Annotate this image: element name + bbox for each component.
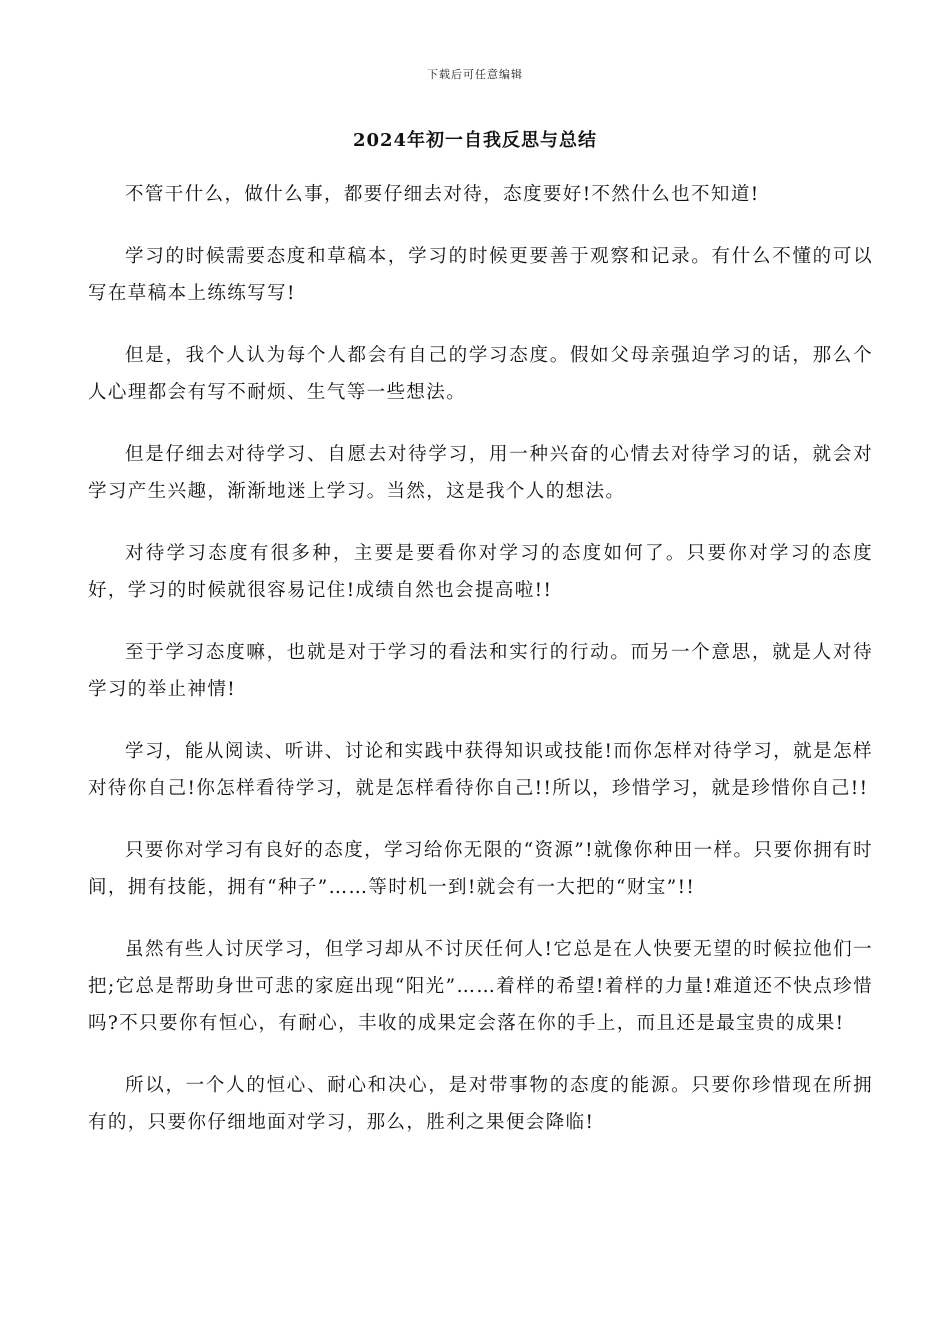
paragraph-9: 虽然有些人讨厌学习，但学习却从不讨厌任何人!它总是在人快要无望的时候拉他们一把;它总是帮助身世可悲的家庭出现“阳光”……着样的希望!着样的力量!难道还不快点珍惜吗?不只要你有恒心，有耐心，丰收的成果定会落在你的手上，而且还是最宝贵的成果!	[88, 939, 873, 1034]
paragraph-5: 对待学习态度有很多种，主要是要看你对学习的态度如何了。只要你对学习的态度好，学习的时候就很容易记住!成绩自然也会提高啦!!	[88, 543, 873, 601]
paragraph-7: 学习，能从阅读、听讲、讨论和实践中获得知识或技能!而你怎样对待学习，就是怎样对待你自己!你怎样看待学习，就是怎样看待你自己!!所以，珍惜学习，就是珍惜你自己!!	[88, 741, 873, 799]
paragraph-3: 但是，我个人认为每个人都会有自己的学习态度。假如父母亲强迫学习的话，那么个人心理都会有写不耐烦、生气等一些想法。	[88, 345, 873, 403]
paragraph-1: 不管干什么，做什么事，都要仔细去对待，态度要好!不然什么也不知道!	[125, 184, 760, 205]
page-header-note: 下载后可任意编辑	[427, 68, 523, 81]
paragraph-4: 但是仔细去对待学习、自愿去对待学习，用一种兴奋的心情去对待学习的话，就会对学习产生兴趣，渐渐地迷上学习。当然，这是我个人的想法。	[88, 444, 873, 502]
document-body	[88, 176, 873, 1166]
paragraph-6: 至于学习态度嘛，也就是对于学习的看法和实行的行动。而另一个意思，就是人对待学习的举止神情!	[88, 642, 873, 700]
document-title: 2024年初一自我反思与总结	[352, 130, 598, 151]
paragraph-8: 只要你对学习有良好的态度，学习给你无限的“资源”!就像你种田一样。只要你拥有时间，拥有技能，拥有“种子”……等时机一到!就会有一大把的“财宝”!!	[88, 840, 873, 898]
paragraph-2: 学习的时候需要态度和草稿本，学习的时候更要善于观察和记录。有什么不懂的可以写在草稿本上练练写写!	[88, 246, 873, 304]
paragraph-10: 所以，一个人的恒心、耐心和决心，是对带事物的态度的能源。只要你珍惜现在所拥有的，只要你仔细地面对学习，那么，胜利之果便会降临!	[88, 1075, 873, 1133]
